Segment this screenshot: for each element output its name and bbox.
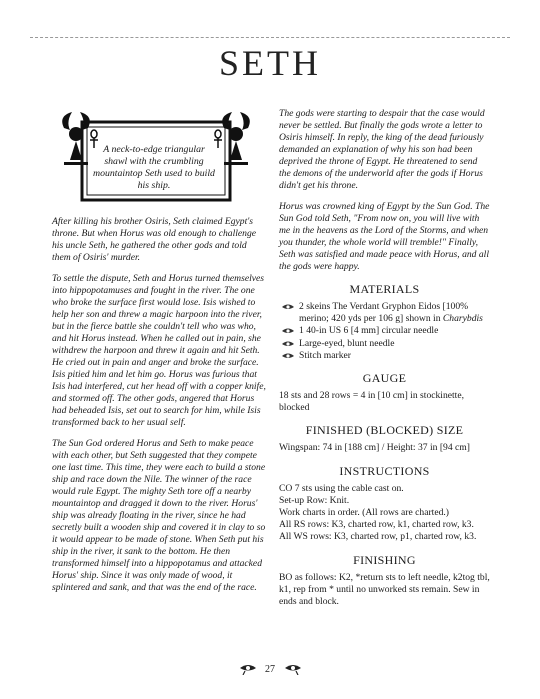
gauge-text: 18 sts and 28 rows = 4 in [10 cm] in stockinette, blocked: [279, 390, 465, 414]
left-winged-scarab-icon: [62, 112, 90, 165]
story-paragraph: The Sun God ordered Horus and Seth to make peace with each other, but Seth suggested that they compete one last time. This time, they were each to build a stone ship and race down the Nile. The winner of the race would rule Egypt. The mighty Seth tore off a nearby mountaintop and dragged it down to the river. Horus' ship was already floating in the river, since he had secretly built a wooden ship and covered it in clay to so it would appear to be made of stone. When Seth put his ship in the river, it sank to the bottom. He then transformed himself into a hippopotamus and attacked Horus' ship. Since it was only made of wood, it splintered and sank, and that was the end of the race.: [52, 438, 266, 593]
eye-of-horus-icon: [281, 340, 295, 348]
instruction-line: Work charts in order. (All rows are charted.): [279, 507, 449, 519]
finishing-heading: FINISHING: [353, 552, 416, 567]
size-text: Wingspan: 74 in [188 cm] / Height: 37 in [94 cm]: [279, 442, 470, 454]
right-eye-of-horus-icon: [284, 663, 302, 675]
materials-heading: MATERIALS: [349, 282, 420, 296]
materials-item-text: Stitch marker: [299, 349, 351, 361]
materials-item-text: Large-eyed, blunt needle: [299, 337, 395, 349]
instruction-line: All RS rows: K3, charted row, k1, charted row, k3.: [279, 519, 474, 531]
right-winged-scarab-icon: [222, 112, 250, 165]
story-paragraph: To settle the dispute, Seth and Horus turned themselves into hippopotamuses and fought in the river. The one who broke the surface first would lose. Isis wished to help her son and threw a magic harpoon into the river, but in the fierce battle she couldn't tell who was who, and hit Horus instead. When he called out in pain, she withdrew the harpoon and threw it again and hit Seth. He cried out in pain and anger and broke the surface. Isis pitied him and let him go. Horus was furious that Isis had interfered, cut her head off with a copper knife, and stormed off. The other gods, angered that Horus had beheaded Isis, set out to search for him, while Isis transformed back to her usual self.: [52, 273, 266, 428]
finishing-text: BO as follows: K2, *return sts to left needle, k2tog tbl, k1, rep from * until no unworked sts remain. Sew in ends and block.: [279, 571, 490, 608]
materials-item-text: 1 40-in US 6 [4 mm] circular needle: [299, 325, 439, 337]
right-column: [279, 108, 490, 608]
pattern-caption: A neck-to-edge triangular shawl with the crumbling mountaintop Seth used to build his ship.: [93, 144, 215, 191]
eye-of-horus-icon: [281, 352, 295, 360]
materials-list: [279, 301, 490, 362]
page-footer: [0, 663, 540, 675]
caption-frame: [56, 108, 256, 208]
list-item: [279, 301, 490, 325]
page-number: 27: [265, 663, 275, 675]
eye-of-horus-icon: [281, 303, 295, 311]
instructions-heading: INSTRUCTIONS: [339, 463, 430, 478]
eye-of-horus-icon: [281, 327, 295, 335]
materials-item-emphasis: Charybdis: [442, 313, 483, 325]
left-column: [52, 108, 267, 603]
instruction-line: CO 7 sts using the cable cast on.: [279, 482, 404, 494]
list-item: [279, 350, 490, 362]
size-heading: FINISHED (BLOCKED) SIZE: [305, 423, 464, 438]
story-paragraph: The gods were starting to despair that the case would never be settled. But finally the gods wrote a letter to Osiris himself. In reply, the king of the dead furiously demanded an explanation of why his son had been deprived the throne of Egypt. He threatened to send the demons of the underworld after the gods if Horus didn't get his throne.: [279, 108, 485, 191]
left-eye-of-horus-icon: [239, 663, 257, 675]
materials-item-text: 2 skeins The Verdant Gryphon Eidos [100% merino; 420 yds per 106 g] shown in: [299, 301, 469, 325]
instruction-line: Set-up Row: Knit.: [279, 494, 350, 506]
top-dashed-rule: [30, 37, 510, 38]
list-item: [279, 325, 490, 337]
instruction-line: All WS rows: K3, charted row, p1, charted row, k3.: [279, 531, 477, 543]
story-paragraph: After killing his brother Osiris, Seth claimed Egypt's throne. But when Horus was old enough to challenge his uncle Seth, he gathered the other gods and told them of Osiris' murder.: [52, 216, 257, 263]
page-title: SETH: [219, 43, 321, 83]
list-item: [279, 338, 490, 350]
story-paragraph: Horus was crowned king of Egypt by the Sun God. The Sun God told Seth, "From now on, you will live with me in the heavens as the Lord of the Storms, and when you thunder, the whole world will tremble!" Finally, Seth was satisfied and made peace with Horus, and all the gods were happy.: [279, 201, 490, 272]
gauge-heading: GAUGE: [362, 371, 407, 386]
